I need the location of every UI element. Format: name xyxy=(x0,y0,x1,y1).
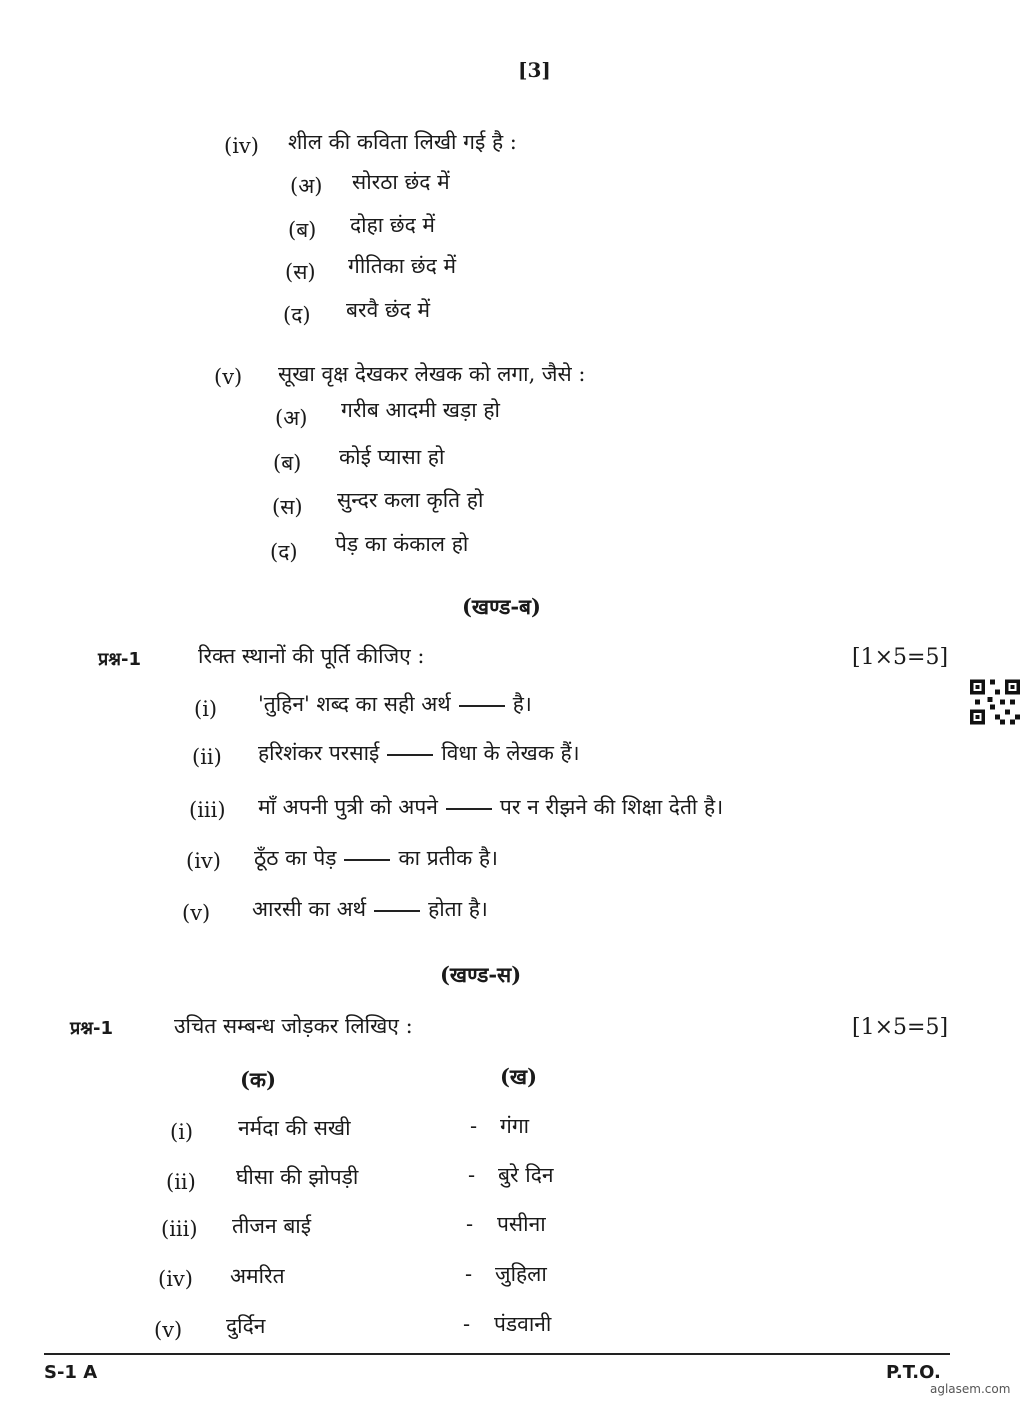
match-dash: - xyxy=(468,1163,476,1187)
section-heading: (खण्ड-स) xyxy=(440,962,522,987)
item-number: (ii) xyxy=(166,1170,196,1194)
question-number: (iv) xyxy=(224,134,259,158)
item-text: 'तुहिन' शब्द का सही अर्थ xyxy=(258,692,451,716)
list-item xyxy=(258,793,723,821)
option-label: (ब) xyxy=(273,451,302,475)
option-text: सोरठा छंद में xyxy=(352,170,450,194)
option-text: सुन्दर कला कृति हो xyxy=(337,488,484,512)
list-item xyxy=(252,895,488,923)
blank-line xyxy=(459,705,505,707)
question-label: प्रश्न-1 xyxy=(98,649,141,670)
blank-line xyxy=(387,754,433,756)
item-number: (i) xyxy=(194,697,218,721)
watermark: aglasem.com xyxy=(930,1382,1011,1396)
match-left: घीसा की झोपड़ी xyxy=(236,1165,359,1189)
match-dash: - xyxy=(470,1114,478,1138)
marks: [1×5=5] xyxy=(852,1015,949,1040)
item-number: (v) xyxy=(154,1318,183,1342)
qr-code-icon xyxy=(970,679,1020,725)
option-label: (स) xyxy=(285,260,316,284)
question-text: शील की कविता लिखी गई है : xyxy=(288,130,517,154)
pto-label: P.T.O. xyxy=(886,1362,941,1383)
match-right: पंडवानी xyxy=(494,1312,552,1336)
option-text: बरवै छंद में xyxy=(346,298,431,322)
blank-line xyxy=(446,808,492,810)
option-text: दोहा छंद में xyxy=(350,213,435,237)
option-text: गीतिका छंद में xyxy=(348,254,457,278)
list-item xyxy=(254,844,498,872)
item-text: पर न रीझने की शिक्षा देती है। xyxy=(499,795,724,819)
column-header: (क) xyxy=(240,1067,276,1092)
item-text: का प्रतीक है। xyxy=(398,846,498,870)
marks: [1×5=5] xyxy=(852,645,949,670)
item-number: (iv) xyxy=(158,1267,193,1291)
item-text: विधा के लेखक हैं। xyxy=(441,741,580,765)
match-left: नर्मदा की सखी xyxy=(238,1116,351,1140)
blank-line xyxy=(374,910,420,912)
question-number: (v) xyxy=(214,365,243,389)
option-text: कोई प्यासा हो xyxy=(339,445,445,469)
question-text: उचित सम्बन्ध जोड़कर लिखिए : xyxy=(174,1014,413,1038)
column-header: (ख) xyxy=(500,1064,538,1089)
section-heading: (खण्ड-ब) xyxy=(462,594,541,619)
item-number: (iii) xyxy=(161,1217,198,1241)
item-text: आरसी का अर्थ xyxy=(252,897,367,921)
page-number: [3] xyxy=(518,58,551,82)
question-text: रिक्त स्थानों की पूर्ति कीजिए : xyxy=(198,644,425,668)
item-text: होता है। xyxy=(428,897,488,921)
item-number: (ii) xyxy=(192,745,222,769)
match-right: जुहिला xyxy=(495,1262,547,1286)
match-left: दुर्दिन xyxy=(226,1314,266,1338)
footer-divider xyxy=(44,1353,950,1355)
list-item xyxy=(258,739,580,767)
item-text: है। xyxy=(512,692,532,716)
match-left: तीजन बाई xyxy=(232,1214,312,1238)
option-label: (अ) xyxy=(275,406,308,430)
item-text: हरिशंकर परसाई xyxy=(258,741,380,765)
item-number: (i) xyxy=(170,1120,194,1144)
option-label: (द) xyxy=(270,540,298,564)
option-label: (अ) xyxy=(290,174,323,198)
match-left: अमरित xyxy=(230,1264,285,1288)
item-text: ठूँठ का पेड़ xyxy=(254,846,337,870)
match-right: पसीना xyxy=(497,1212,546,1236)
match-dash: - xyxy=(465,1262,473,1286)
option-label: (स) xyxy=(272,495,303,519)
match-right: गंगा xyxy=(500,1114,530,1138)
option-label: (द) xyxy=(283,303,311,327)
blank-line xyxy=(344,859,390,861)
match-dash: - xyxy=(466,1212,474,1236)
list-item xyxy=(258,690,532,718)
match-dash: - xyxy=(463,1312,471,1336)
paper-code: S-1 A xyxy=(44,1362,98,1383)
option-text: गरीब आदमी खड़ा हो xyxy=(341,398,500,422)
item-number: (iii) xyxy=(189,798,226,822)
item-number: (iv) xyxy=(186,849,221,873)
match-right: बुरे दिन xyxy=(498,1163,554,1187)
item-text: माँ अपनी पुत्री को अपने xyxy=(258,795,438,819)
option-text: पेड़ का कंकाल हो xyxy=(335,532,469,556)
option-label: (ब) xyxy=(288,218,317,242)
question-label: प्रश्न-1 xyxy=(70,1018,113,1039)
question-text: सूखा वृक्ष देखकर लेखक को लगा, जैसे : xyxy=(278,362,586,386)
item-number: (v) xyxy=(182,901,211,925)
